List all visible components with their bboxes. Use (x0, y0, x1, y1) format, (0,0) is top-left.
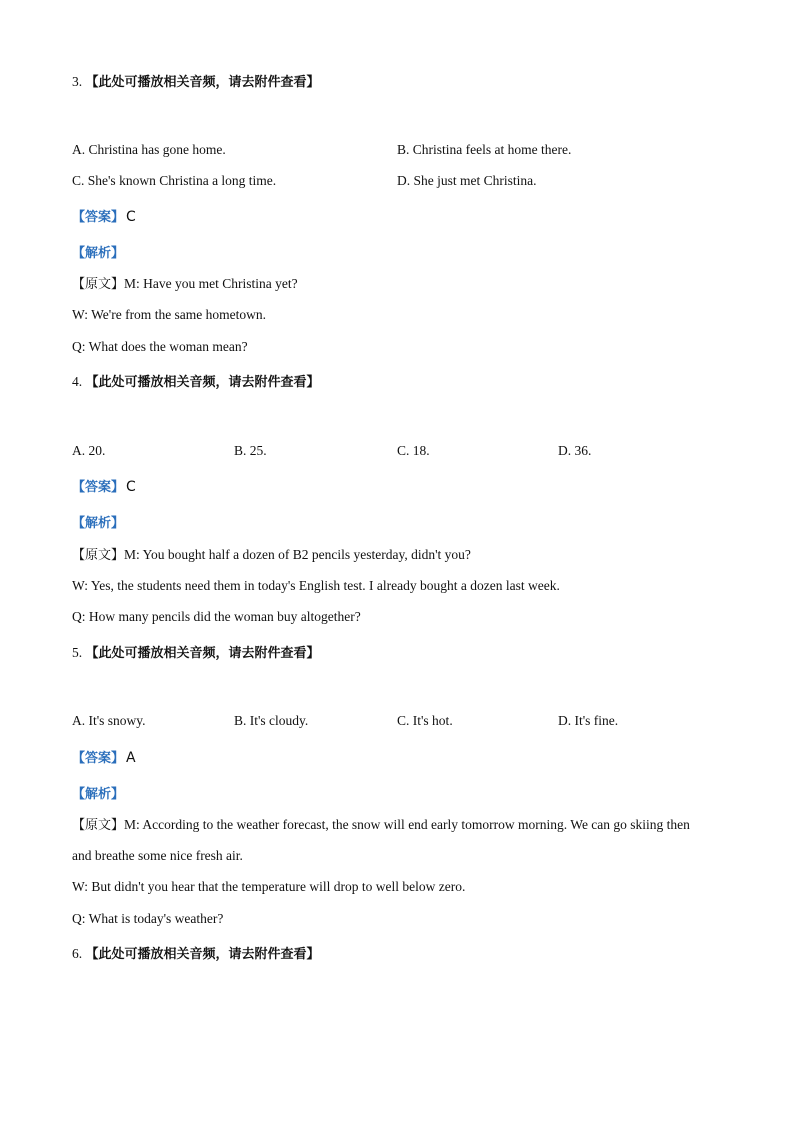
option-a: A. 20. (72, 443, 106, 458)
option-a: A. Christina has gone home. (72, 142, 226, 157)
answer-line (72, 749, 136, 768)
transcript-line: Q: How many pencils did the woman buy altogether? (72, 609, 361, 624)
transcript-line (72, 275, 298, 294)
original-label: 【原文】 (72, 548, 125, 563)
analysis-line (72, 514, 124, 533)
question-number: 3. (72, 74, 83, 89)
audio-placeholder: 【此处可播放相关音频，请去附件查看】 (85, 375, 320, 390)
transcript-line: Q: What does the woman mean? (72, 339, 248, 354)
audio-placeholder: 【此处可播放相关音频，请去附件查看】 (85, 947, 320, 962)
original-label: 【原文】 (72, 818, 125, 833)
question-number: 4. (72, 374, 83, 389)
option-b: B. It's cloudy. (234, 713, 309, 728)
option-d: D. 36. (558, 443, 592, 458)
question-6-header (72, 945, 320, 964)
analysis-label: 【解析】 (72, 246, 125, 261)
answer-label: 【答案】 (72, 210, 125, 225)
option-b: B. Christina feels at home there. (397, 142, 572, 157)
answer-value: C (126, 479, 136, 495)
transcript-line: Q: What is today's weather? (72, 911, 224, 926)
answer-line (72, 208, 136, 227)
transcript-line (72, 816, 690, 835)
transcript-line: and breathe some nice fresh air. (72, 848, 243, 863)
answer-value: A (126, 750, 136, 766)
answer-label: 【答案】 (72, 480, 125, 495)
transcript-text: M: Have you met Christina yet? (124, 276, 298, 291)
question-5-header (72, 644, 320, 663)
option-b: B. 25. (234, 443, 267, 458)
transcript-line: W: We're from the same hometown. (72, 307, 267, 322)
option-c: C. She's known Christina a long time. (72, 173, 277, 188)
question-4-header (72, 373, 320, 392)
transcript-line (72, 546, 471, 565)
analysis-line (72, 785, 124, 804)
question-3-header (72, 73, 320, 92)
question-number: 6. (72, 946, 83, 961)
audio-placeholder: 【此处可播放相关音频，请去附件查看】 (85, 75, 320, 90)
answer-label: 【答案】 (72, 751, 125, 766)
answer-value: C (126, 209, 136, 225)
analysis-label: 【解析】 (72, 516, 125, 531)
analysis-line (72, 244, 124, 263)
transcript-text: M: You bought half a dozen of B2 pencils yesterday, didn't you? (124, 547, 471, 562)
option-d: D. It's fine. (558, 713, 619, 728)
transcript-line: W: But didn't you hear that the temperature will drop to well below zero. (72, 879, 466, 894)
audio-placeholder: 【此处可播放相关音频，请去附件查看】 (85, 646, 320, 661)
option-d: D. She just met Christina. (397, 173, 537, 188)
option-c: C. 18. (397, 443, 430, 458)
analysis-label: 【解析】 (72, 787, 125, 802)
question-number: 5. (72, 645, 83, 660)
transcript-line: W: Yes, the students need them in today's English test. I already bought a dozen last week. (72, 578, 560, 593)
original-label: 【原文】 (72, 277, 125, 292)
option-a: A. It's snowy. (72, 713, 146, 728)
answer-line (72, 478, 136, 497)
option-c: C. It's hot. (397, 713, 453, 728)
transcript-text: M: According to the weather forecast, the snow will end early tomorrow morning. We can go skiing then (124, 817, 690, 832)
